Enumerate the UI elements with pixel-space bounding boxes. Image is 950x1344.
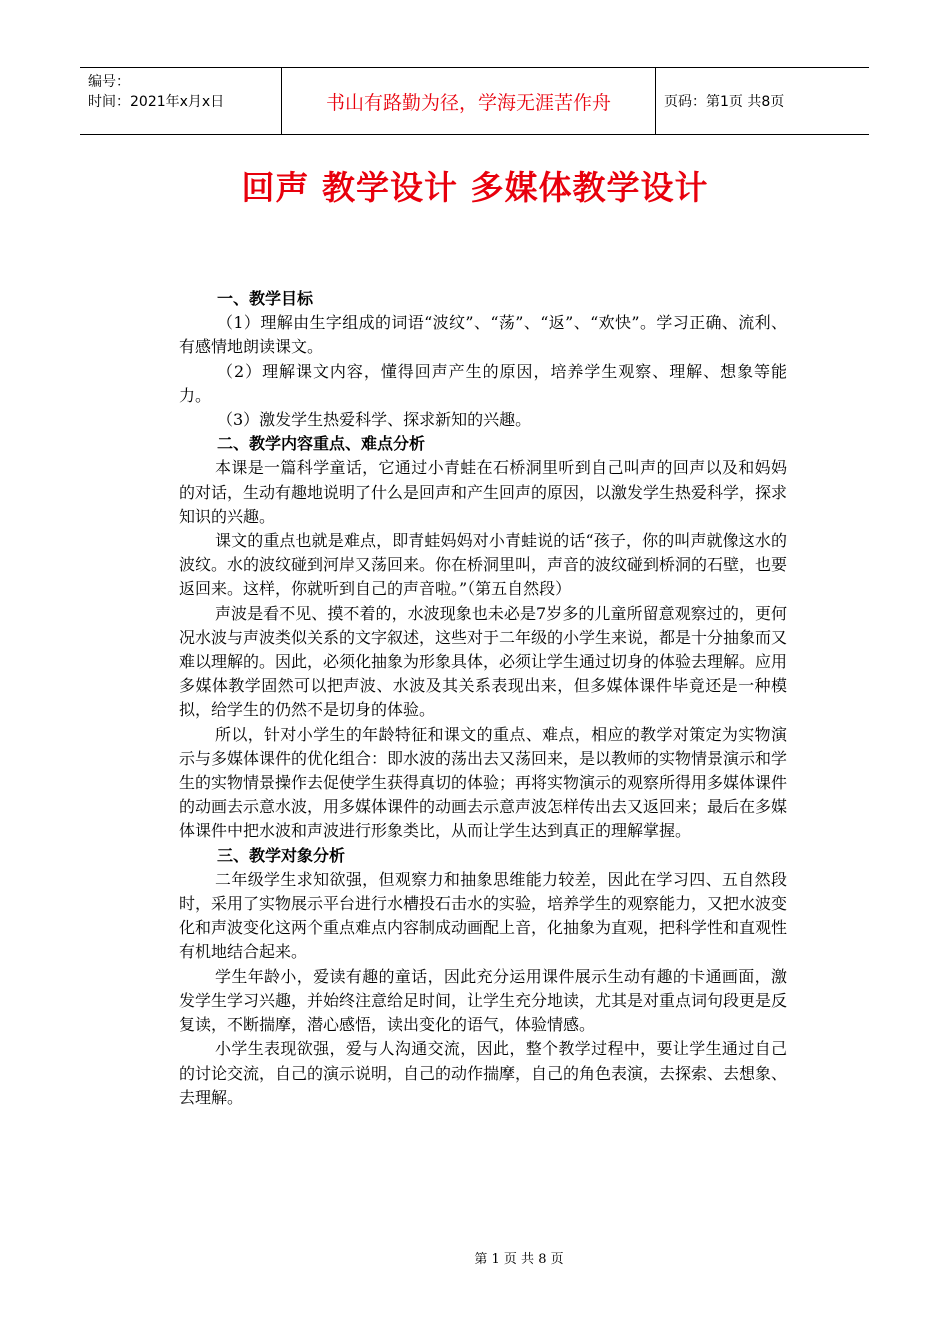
paragraph: 所以，针对小学生的年龄特征和课文的重点、难点，相应的教学对策定为实物演示与多媒体课件的优化组合：即水波的荡出去又荡回来，是以教师的实物情景演示和学生的实物情景操作去促使学生获得真切的体验；再将实物演示的观察所得用多媒体课件的动画去示意水波，用多媒体课件的动画去示意声波怎样传出去又返回来；最后在多媒体课件中把水波和声波进行形象类比，从而让学生达到真正的理解掌握。	[179, 724, 788, 841]
document-number-label: 编号：	[88, 74, 130, 90]
paragraph: 二年级学生求知欲强，但观察力和抽象思维能力较差，因此在学习四、五自然段时，采用了实物展示平台进行水槽投石击水的实验，培养学生的观察能力，又把水波变化和声波变化这两个重点难点内容制成动画配上音，化抽象为直观，把科学性和直观性有机地结合起来。	[179, 869, 788, 962]
paragraph: （3）激发学生热爱科学、探求新知的兴趣。	[217, 410, 532, 430]
section-heading: 一、教学目标	[217, 289, 314, 308]
paragraph: 声波是看不见、摸不着的，水波现象也未必是7岁多的儿童所留意观察过的，更何况水波与声波类似关系的文字叙述，这些对于二年级的小学生来说，都是十分抽象而又难以理解的。因此，必须化抽象为形象具体，必须让学生通过切身的体验去理解。应用多媒体教学固然可以把声波、水波及其关系表现出来，但多媒体课件毕竟还是一种模拟，给学生的仍然不是切身的体验。	[179, 603, 788, 720]
paragraph: 小学生表现欲强，爱与人沟通交流，因此，整个教学过程中，要让学生通过自己的讨论交流，自己的演示说明，自己的动作揣摩，自己的角色表演，去探索、去想象、去理解。	[179, 1039, 788, 1107]
paragraph: （2）理解课文内容，懂得回声产生的原因，培养学生观察、理解、想象等能力。	[179, 361, 787, 405]
header-motto-cell	[282, 68, 656, 134]
paragraph: （1）理解由生字组成的词语“波纹”、“荡”、“返”、“欢快”。学习正确、流利、有感情地朗读课文。	[179, 313, 787, 357]
header-table	[80, 67, 869, 135]
document-body	[179, 287, 787, 1110]
document-title: 回声 教学设计 多媒体教学设计	[241, 168, 709, 207]
header-page-info: 页码：第1页 共8页	[664, 94, 785, 110]
section-heading: 三、教学对象分析	[217, 845, 346, 865]
paragraph: 课文的重点也就是难点，即青蛙妈妈对小青蛙说的话“孩子，你的叫声就像这水的波纹。水的波纹碰到河岸又荡回来。你在桥洞里叫，声音的波纹碰到桥洞的石壁，也要返回来。这样，你就听到自己的声音啦。”（第五自然段）	[179, 531, 788, 599]
paragraph: 本课是一篇科学童话，它通过小青蛙在石桥洞里听到自己叫声的回声以及和妈妈的对话，生动有趣地说明了什么是回声和产生回声的原因，以激发学生热爱科学，探求知识的兴趣。	[179, 458, 788, 526]
section-heading: 二、教学内容重点、难点分析	[217, 434, 426, 454]
header-page-cell	[656, 68, 869, 134]
page-footer: 第 1 页 共 8 页	[474, 1252, 564, 1267]
document-time-label: 时间：2021年x月x日	[88, 94, 225, 110]
header-motto: 书山有路勤为径，学海无涯苦作舟	[325, 91, 611, 114]
header-meta-cell	[80, 68, 282, 134]
paragraph: 学生年龄小，爱读有趣的童话，因此充分运用课件展示生动有趣的卡通画面，激发学生学习兴趣，并始终注意给足时间，让学生充分地读，尤其是对重点词句段更是反复读，不断揣摩，潜心感悟，读出变化的语气，体验情感。	[179, 966, 788, 1035]
